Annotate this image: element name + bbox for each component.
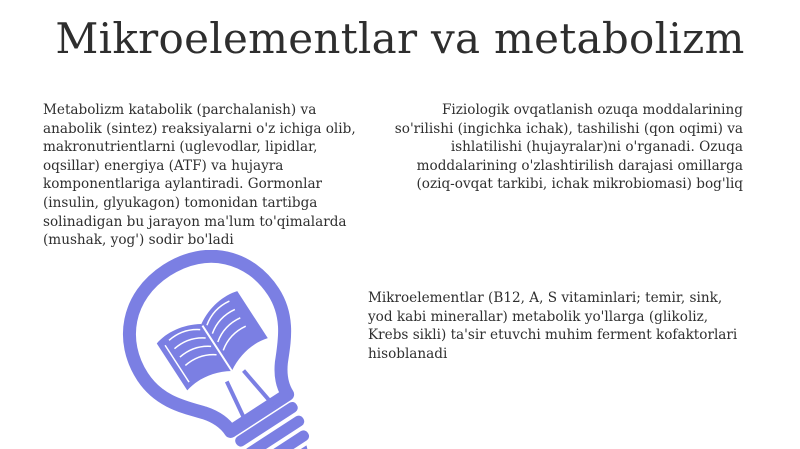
slide-title: Mikroelementlar va metabolizm bbox=[55, 14, 745, 63]
metabolism-paragraph: Metabolizm katabolik (parchalanish) va anabolik (sintez) reaksiyalarni o'z ichiga olib, makronutrientlarni (uglevodlar, lipidlar, oqsillar) energiya (ATF) va hujayra komponentlariga aylantiradi. Gormonlar (insulin, glyukagon) tomonidan tartibga solinadigan bu jarayon ma'lum to'qimalarda (mushak, yog') sodir bo'ladi bbox=[43, 102, 356, 249]
lightbulb-book-icon bbox=[95, 250, 317, 449]
nutrition-paragraph: Fiziologik ovqatlanish ozuqa moddalarining so'rilishi (ingichka ichak), tashilishi (qon oqimi) va ishlatilishi (hujayralar)ni o'rganadi. Ozuqa moddalarining o'zlashtirilish darajasi omillarga (oziq-ovqat tarkibi, ichak mikrobiomasi) bog'liq bbox=[394, 102, 743, 193]
microelements-paragraph: Mikroelementlar (B12, A, S vitaminlari; temir, sink, yod kabi minerallar) metabolik yo'llarga (glikoliz, Krebs sikli) ta'sir etuvchi muhim ferment kofaktorlari hisoblanadi bbox=[368, 290, 738, 362]
